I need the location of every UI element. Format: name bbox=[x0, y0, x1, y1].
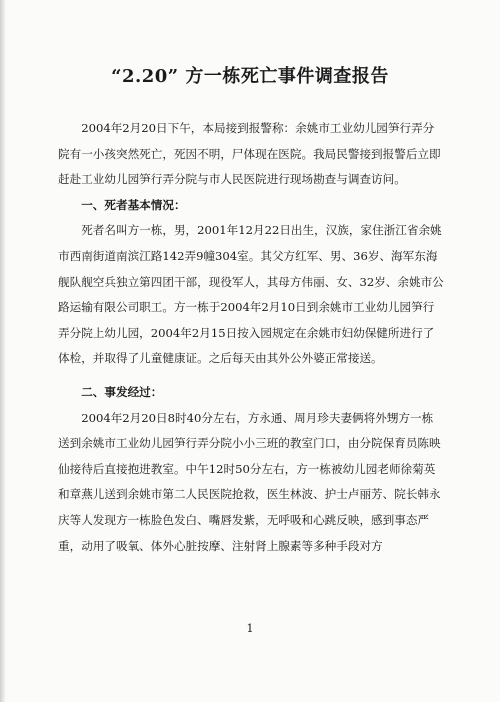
section-2-paragraph: 2004年2月20日8时40分左右，方永通、周月珍夫妻俩将外甥方一栋送到余姚市工业幼儿园笋行弄分院小小三班的教室门口，由分院保育员陈映仙接待后直接抱进教室。中午12时50分左右，方一栋被幼儿园老师徐菊英和章燕儿送到余姚市第二人民医院抢救，医生林波、护士卢丽芳、院长韩永庆等人发现方一栋脸色发白、嘴唇发紫，无呼吸和心跳反映，感到事态严重，动用了吸氧、体外心脏按摩、注射肾上腺素等多种手段对方 bbox=[58, 410, 441, 553]
document-title: “2.20” 方一栋死亡事件调查报告 bbox=[111, 66, 389, 87]
scan-edge-shadow bbox=[0, 0, 6, 702]
page-number: 1 bbox=[246, 622, 254, 635]
section-1-heading: 一、死者基本情况： bbox=[81, 197, 186, 212]
intro-paragraph: 2004年2月20日下午，本局接到报警称：余姚市工业幼儿园笋行弄分院有一小孩突然死亡，死因不明，尸体现在医院。我局民警接到报警后立即赶赴工业幼儿园笋行弄分院与市人民医院进行现场勘查与调查访问。 bbox=[58, 121, 441, 187]
document-body bbox=[58, 116, 444, 559]
section-1-paragraph: 死者名叫方一栋，男，2001年12月22日出生，汉族，家住浙江省余姚市西南街道南滨江路142弄9幢304室。其父方红军、男、36岁、海军东海舰队舰空兵独立第四团干部，现役军人，其母方伟丽、女、32岁、余姚市公路运输有限公司职工。方一栋于2004年2月10日到余姚市工业幼儿园笋行弄分院上幼儿园，2004年2月15日按入园规定在余姚市妇幼保健所进行了体检，并取得了儿童健康证。之后每天由其外公外婆正常接送。 bbox=[58, 223, 444, 366]
section-2-heading: 二、事发经过： bbox=[81, 384, 163, 399]
